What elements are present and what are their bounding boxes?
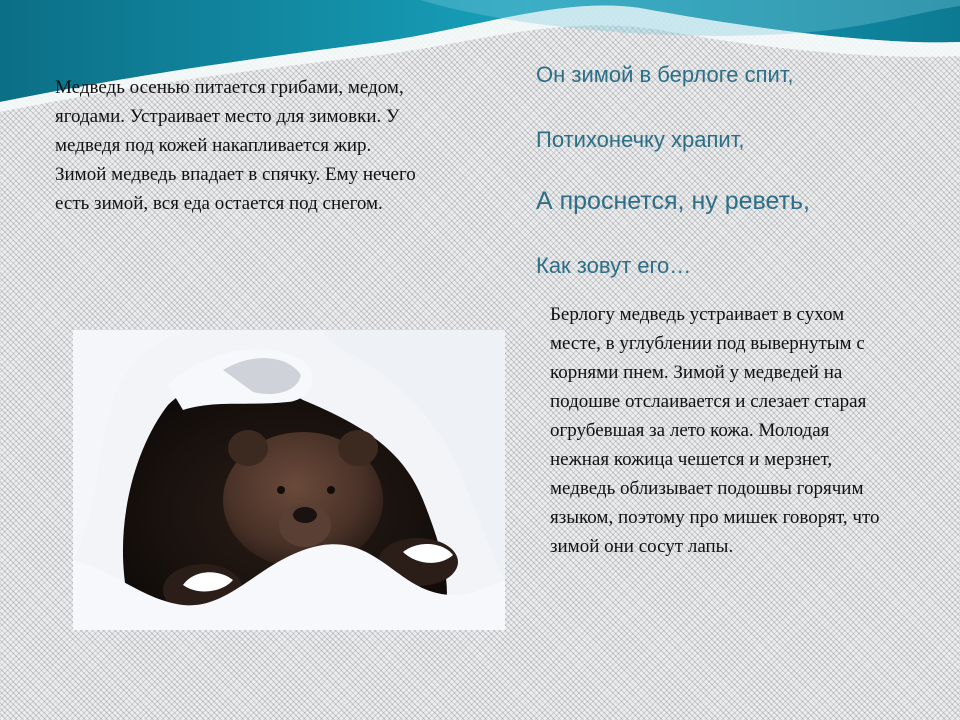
poem-line-1: Он зимой в берлоге спит, <box>536 62 794 87</box>
bear-autumn-paragraph: Медведь осенью питается грибами, медом, ягодами. Устраивает место для зимовки. У медведя под кожей накапливается жир. Зимой медведь впадает в спячку. Ему нечего есть зимой, вся еда остается под снегом. <box>55 77 416 214</box>
den-paragraph: Берлогу медведь устраивает в сухом месте, в углублении под вывернутым с корнями пнем. Зимой у медведей на подошве отслаивается и слезает старая огрубевшая за лето кожа. Молодая нежная кожица чешется и мерзнет, медведь облизывает подошвы горячим языком, поэтому про мишек говорят, что зимой они сосут лапы. <box>550 304 880 557</box>
bear-in-den-photo <box>73 330 505 630</box>
poem-line-3: А проснется, ну реветь, <box>536 187 810 215</box>
poem-line-4: Как зовут его… <box>536 253 692 278</box>
poem-line-2: Потихонечку храпит, <box>536 127 745 152</box>
